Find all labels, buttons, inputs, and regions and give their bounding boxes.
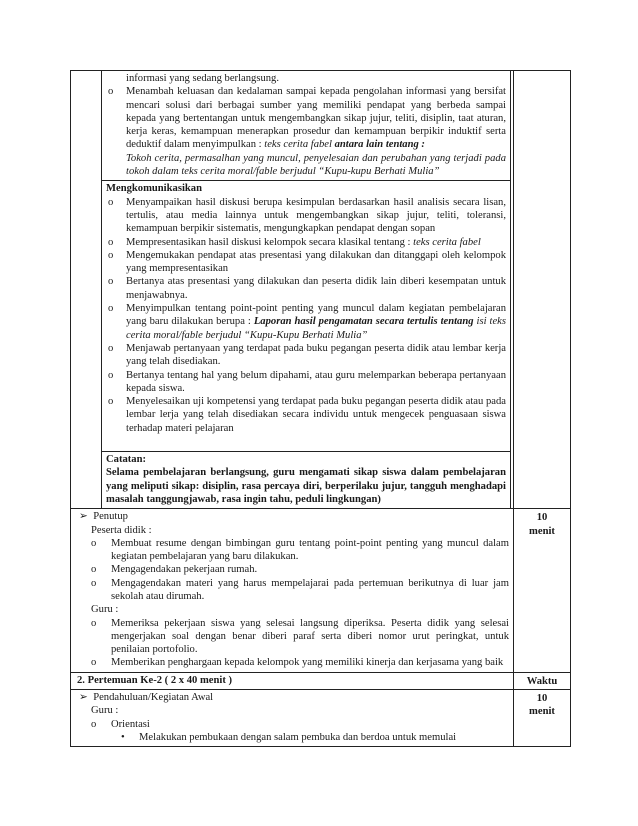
sub-list-item: • Melakukan pembukaan dengan salam pembuka dan berdoa untuk memulai xyxy=(121,731,457,743)
penutup-sub2: Guru : xyxy=(91,604,119,616)
catatan-block xyxy=(102,451,510,508)
penutup-list1 xyxy=(77,537,509,603)
list-bullet: o xyxy=(108,236,114,248)
list-item: o Menyimpulkan tentang point-point penting yang muncul dalam kegiatan pembelajaran yang baru dilakukan berupa : Laporan hasil pengamatan secara tertulis tentang isi teks cerita moral/fable berjudul “Kupu-Kupu Berhati Mulia” xyxy=(108,303,506,341)
list-bullet: o xyxy=(108,303,114,315)
pendahuluan-cell xyxy=(71,690,514,746)
penutup-row xyxy=(71,508,570,672)
penutup-sub1: Peserta didik : xyxy=(91,524,152,536)
lesson-plan-table xyxy=(70,70,571,747)
list-item: o Menambah keluasan dan kedalaman sampai kepada pengolahan informasi yang bersifat mencari solusi dari berbagai sumber yang memiliki pendapat yang berbeda sampai kepada yang bertentangan untuk mengembangkan sikap jujur, teliti, disiplin, taat aturan, kerja keras, kemampuan menerapkan prosedur dan kemampuan berpikir induktif serta deduktif dalam menyimpulkan : teks cerita fabel antara lain tentang : Tokoh cerita, permasalhan yang muncul, penyelesaian dan perubahan yang terjadi pada tokoh dalam teks cerita moral/fable berjudul “Kupu-kupu Berhati Mulia” xyxy=(108,86,506,178)
continuation-line: informasi yang sedang berlangsung. xyxy=(126,73,279,84)
list-bullet: o xyxy=(91,718,97,730)
list-bullet: o xyxy=(91,537,97,549)
list-bullet: o xyxy=(108,369,114,381)
penutup-cell xyxy=(71,509,514,672)
list-item: o Memberikan penghargaan kepada kelompok yang memiliki kinerja dan kerjasama yang baik xyxy=(91,657,504,669)
pendahuluan-sub: Guru : xyxy=(91,705,119,717)
pendahuluan-row xyxy=(71,689,570,746)
activity-cell xyxy=(71,71,514,508)
pendahuluan-time: 10 menit xyxy=(529,693,555,718)
waktu-label: Waktu xyxy=(526,675,558,687)
list-bullet: o xyxy=(108,276,114,288)
list-bullet: o xyxy=(91,577,97,589)
list-bullet: o xyxy=(108,396,114,408)
list-bullet: o xyxy=(91,617,97,629)
list-bullet: o xyxy=(108,342,114,354)
mengkomunikasikan-block xyxy=(102,180,510,451)
list-item: o Mengagendakan materi yang harus mempelajarai pada pertemuan berikutnya di luar jam sekolah atau dirumah. xyxy=(91,577,509,602)
list-item: o Mempresentasikan hasil diskusi kelompok secara klasikal tentang : teks cerita fabel xyxy=(108,236,481,248)
list-item: o Bertanya tentang hal yang belum dipahami, atau guru melemparkan beberapa pertanyaan kepada siswa. xyxy=(108,369,506,394)
arrow-icon: ➢ xyxy=(79,511,88,523)
list-item: o Menyelesaikan uji kompetensi yang terdapat pada buku pegangan peserta didik atau pada lembar lerja yang telah disediakan secara individu untuk mengecek penguasaan siswa terhadap materi pelajaran xyxy=(108,396,506,434)
block-heading: Mengkomunikasikan xyxy=(106,183,202,195)
pertemuan-title: 2. Pertemuan Ke-2 ( 2 x 40 menit ) xyxy=(71,673,514,689)
list-item: o Orientasi xyxy=(91,718,150,730)
penutup-time: 10 menit xyxy=(529,512,555,537)
list-item: o Mengemukakan pendapat atas presentasi yang dilakukan dan ditanggapi oleh kelompok yang mempresentasikan xyxy=(108,249,506,275)
list-item: o Menjawab pertanyaan yang terdapat pada buku pegangan peserta didik atau lembar kerja yang telah disediakan. xyxy=(108,342,506,368)
list-item: o Memeriksa pekerjaan siswa yang selesai langsung diperiksa. Peserta didik yang selesai mengerjakan soal dengan benar diberi paraf serta diberi nomor urut peringkat, untuk penilaian portofolio. xyxy=(91,617,509,656)
note-heading: Catatan: xyxy=(106,454,147,466)
note-text: Selama pembelajaran berlangsung, guru mengamati sikap siswa dalam pembelajaran yang meliputi sikap: disiplin, rasa percaya diri, berperilaku jujur, tangguh menghadapi masalah tanggungjawab, rasa ingin tahu, peduli lingkungan) xyxy=(106,467,506,505)
list-bullet: o xyxy=(91,657,97,669)
list-item: o Membuat resume dengan bimbingan guru tentang point-point penting yang muncul dalam kegiatan pembelajaran yang baru dilakukan. xyxy=(91,537,509,563)
list-bullet: o xyxy=(91,564,97,576)
list-item: o Menyampaikan hasil diskusi berupa kesimpulan berdasarkan hasil analisis secara lisan, tertulis, atau media lainnya untuk mengembangkan sikap jujur, teliti, toleransi, kemampuan berpikir sistematis, mengungkapkan pendapat dengan sopan xyxy=(108,196,506,235)
list-item: o Bertanya atas presentasi yang dilakukan dan peserta didik lain diberi kesempatan untuk menjawabnya. xyxy=(108,276,506,301)
inner-box xyxy=(101,71,511,508)
bullet-icon: • xyxy=(121,731,125,743)
pertemuan-row xyxy=(71,672,570,689)
list-bullet: o xyxy=(108,249,114,261)
list-item: o Mengagendakan pekerjaan rumah. xyxy=(91,564,258,576)
list-bullet: o xyxy=(108,86,114,98)
communicate-list xyxy=(106,196,506,435)
pendahuluan-title: ➢ Pendahuluan/Kegiatan Awal xyxy=(79,692,214,704)
mengasosiasi-block xyxy=(102,71,510,180)
arrow-icon: ➢ xyxy=(79,692,88,704)
list-bullet: o xyxy=(108,196,114,208)
time-cell-empty xyxy=(514,71,570,508)
penutup-title: ➢ Penutup xyxy=(79,511,128,523)
activity-row xyxy=(71,71,570,508)
penutup-list2 xyxy=(77,617,509,670)
